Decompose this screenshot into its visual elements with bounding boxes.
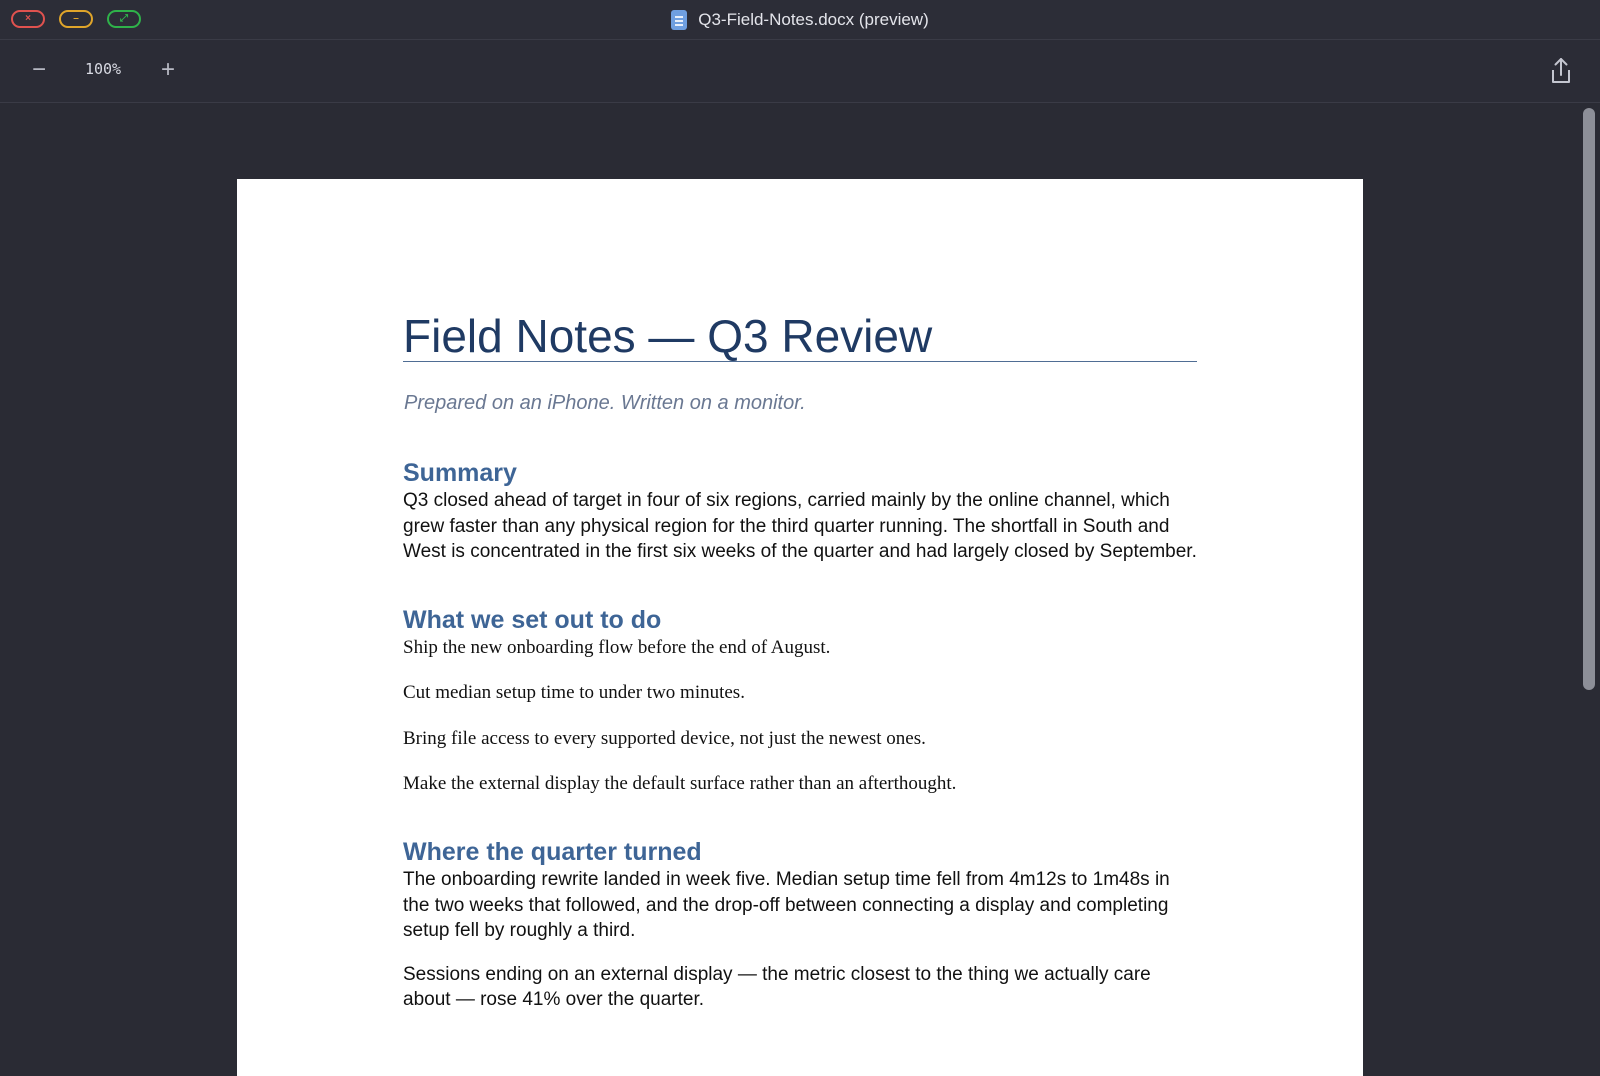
section-heading-summary: Summary	[403, 459, 517, 487]
minus-icon: −	[31, 56, 46, 83]
zoom-out-button[interactable]	[23, 54, 55, 86]
zoom-level: 100%	[84, 60, 122, 78]
document-icon	[671, 10, 687, 30]
quarter-turned-paragraph: The onboarding rewrite landed in week five. Median setup time fell from 4m12s to 1m48s in the two weeks that followed, and the drop-off between connecting a display and completing setup fell by roughly a third.	[403, 869, 1170, 941]
document-content	[403, 309, 1197, 1013]
goal-item: Make the external display the default surface rather than an afterthought.	[403, 773, 957, 794]
document-title: Field Notes — Q3 Review	[403, 309, 1197, 362]
title-bar	[0, 0, 1600, 40]
plus-icon: +	[160, 56, 175, 83]
goal-item: Ship the new onboarding flow before the end of August.	[403, 636, 831, 658]
zoom-in-button[interactable]	[152, 54, 184, 86]
summary-paragraph: Q3 closed ahead of target in four of six regions, carried mainly by the online channel, which grew faster than any physical region for the third quarter running. The shortfall in South and West is concentrated in the first six weeks of the quarter and had largely closed by September.	[403, 490, 1197, 562]
window-title-area	[0, 0, 1600, 39]
fullscreen-icon: ⤢	[120, 13, 128, 24]
share-icon	[1547, 56, 1575, 86]
goal-item: Cut median setup time to under two minutes.	[403, 682, 745, 703]
share-button[interactable]	[1547, 56, 1575, 86]
vertical-scrollbar[interactable]	[1583, 108, 1595, 690]
goal-item: Bring file access to every supported device, not just the newest ones.	[403, 727, 926, 749]
document-page	[237, 179, 1363, 1076]
window-title: Q3-Field-Notes.docx (preview)	[698, 9, 929, 29]
section-heading-goals: What we set out to do	[403, 605, 662, 634]
close-icon: ×	[25, 13, 31, 24]
quarter-turned-paragraph: Sessions ending on an external display — the metric closest to the thing we actually care about — rose 41% over the quarter.	[403, 963, 1151, 1010]
section-heading-quarter-turned: Where the quarter turned	[403, 838, 702, 866]
toolbar	[0, 40, 1600, 103]
minimize-icon: –	[73, 13, 79, 24]
document-subtitle: Prepared on an iPhone. Written on a monitor.	[404, 392, 806, 414]
